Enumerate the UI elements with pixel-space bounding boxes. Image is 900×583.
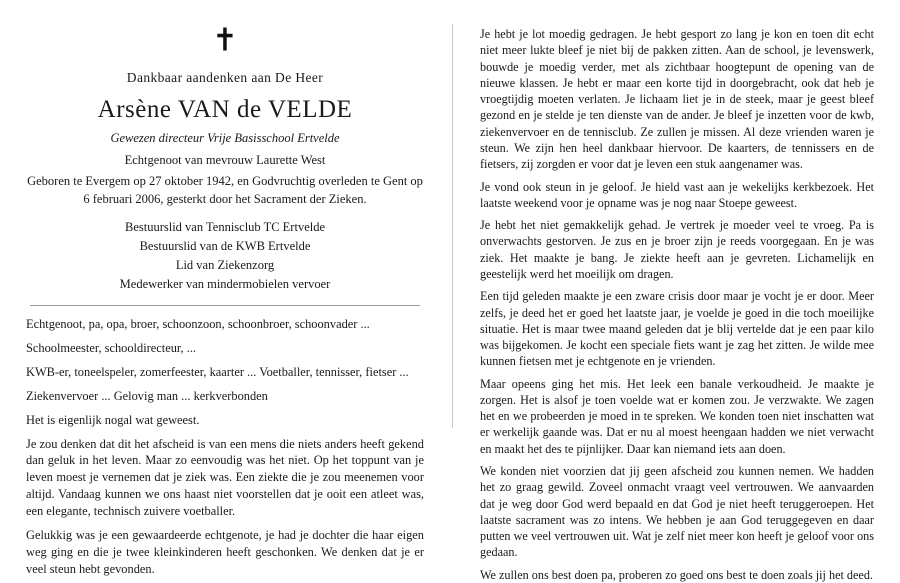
right-body-text bbox=[480, 26, 874, 583]
memberships-list bbox=[26, 218, 424, 293]
paragraph: Een tijd geleden maakte je een zware crisis door maar je vocht je er door. Meer zelfs, je deed het er goed het laatste jaar, je voelde je goed in die toch moeilijke situatie. Het is maar twee maand geleden dat je blij vertelde dat je een paar kilo was bijgekomen. Je kocht een speciale fiets want je zag het zitten. Je wilde mee kunnen fietsen met je echtgenote en je vrienden. bbox=[480, 289, 874, 369]
list-item: Medewerker van mindermobielen vervoer bbox=[119, 276, 331, 291]
left-body-text bbox=[26, 316, 424, 577]
cross-icon bbox=[26, 23, 424, 58]
list-item: Lid van Ziekenzorg bbox=[175, 257, 275, 272]
paragraph: Het is eigenlijk nogal wat geweest. bbox=[26, 412, 200, 427]
paragraph: Je hebt het niet gemakkelijk gehad. Je vertrek je moeder veel te vroeg. Pa is onverwachts gestorven. Je zus en je broer zijn je reeds voorgegaan. En je was ziek. Het maakte je bang. Je ziekte heeft aan je gevreten. Lichamelijk en geestelijk werd het moeilijk om dragen. bbox=[480, 218, 874, 281]
paragraph: Ziekenvervoer ... Gelovig man ... kerkverbonden bbox=[26, 388, 268, 403]
divider-rule bbox=[30, 305, 420, 306]
paragraph: Echtgenoot, pa, opa, broer, schoonzoon, schoonbroer, schoonvader ... bbox=[26, 317, 370, 332]
paragraph: We konden niet voorzien dat jij geen afscheid zou kunnen nemen. We hadden het zo graag gewild. Zoveel onmacht vraagt veel vertrouwen. We aanvaarden dat je weg door God werd bepaald en dat God je niet heeft teruggeroepen. Het laatste sacrament was zo intens. We hebben je aan God teruggegeven en daar putten we veel vertrouwen uit. Wat je zelf niet meer kon heeft je geloof voor ons gedaan. bbox=[480, 464, 874, 560]
birth-death-line: Geboren te Evergem op 27 oktober 1942, en Godvruchtig overleden te Gent op 6 februari 2006, gesterkt door het Sacrament der Zieken. bbox=[27, 174, 423, 207]
list-item: Bestuurslid van Tennisclub TC Ertvelde bbox=[124, 220, 326, 235]
intro-line: Dankbaar aandenken aan De Heer bbox=[126, 70, 324, 85]
cross-glyph: ✝ bbox=[212, 23, 238, 58]
last-name: VAN de VELDE bbox=[177, 96, 353, 123]
paragraph: Je zou denken dat dit het afscheid is van een mens die niets anders heeft gekend dan geluk in het leven. Maar zo eenvoudig was het niet. Op het toppunt van je leven moest je vernemen dat je ziek was. Een ziekte die je zou meenemen voor altijd. Vandaag kunnen we ons haast niet voorstellen dat je ooit een atleet was, een elegante, technisch zuivere voetballer. bbox=[26, 436, 424, 518]
deceased-name bbox=[26, 96, 424, 124]
list-item: Bestuurslid van de KWB Ertvelde bbox=[139, 239, 311, 253]
left-column bbox=[0, 0, 450, 576]
spouse-line: Echtgenoot van mevrouw Laurette West bbox=[124, 153, 326, 167]
paragraph: Gelukkig was je een gewaardeerde echtgenote, je had je dochter die haar eigen weg ging en die je twee kleinkinderen heeft geschonken. We denken dat je er veel steun hebt gevonden. bbox=[26, 527, 424, 576]
paragraph: Schoolmeester, schooldirecteur, ... bbox=[26, 341, 197, 356]
paragraph: KWB-er, toneelspeler, zomerfeester, kaarter ... Voetballer, tennisser, fietser ... bbox=[26, 364, 409, 379]
paragraph: Je hebt je lot moedig gedragen. Je hebt gesport zo lang je kon en toen dit echt niet meer lukte bleef je niet bij de pakken zitten. Aan de school, je levenswerk, bouwde je moedig verder, met als zichtbaar hoogtepunt de opening van de nieuwe klassen. Je hebt er maar een korte tijd in doorgebracht, ook dat heb je vroegtijdig moeten verlaten. Je lichaam liet je in de steek, maar je geest bleef gezond en je stelde je ten dienste van de ander. Je bleef je inzetten voor de kwb, ziekenvervoer en de tennisclub. Ze zullen je missen. Al deze vrienden waren je steun. We zijn hen heel dankbaar hiervoor. De kaarters, de tennissers en de fietsers, zij zorgden er voor dat je leven een stuk aangenamer was. bbox=[480, 27, 874, 172]
right-column bbox=[450, 0, 900, 582]
profession-line: Gewezen directeur Vrije Basisschool Ertvelde bbox=[110, 131, 340, 145]
paragraph: Je vond ook steun in je geloof. Je hield vast aan je wekelijks kerkbezoek. Het laatste weekend voor je opname was je nog naar Stoepe geweest. bbox=[480, 179, 874, 210]
paragraph: Maar opeens ging het mis. Het leek een banale verkoudheid. Je maakte je zorgen. Het is alsof je toen voelde wat er komen zou. Je verzwakte. We zagen het en we probeerden je moed in te spreken. We konden toen niet inschatten wat er werkelijk gaande was. Dat er nu al moest heengaan hadden we niet verwacht en maakt het des te pijnlijker. Daar kan niemand iets aan doen. bbox=[480, 376, 874, 456]
first-name: Arsène bbox=[97, 96, 172, 123]
paragraph: We zullen ons best doen pa, proberen zo goed ons best te doen zoals jij het deed. bbox=[480, 567, 873, 582]
